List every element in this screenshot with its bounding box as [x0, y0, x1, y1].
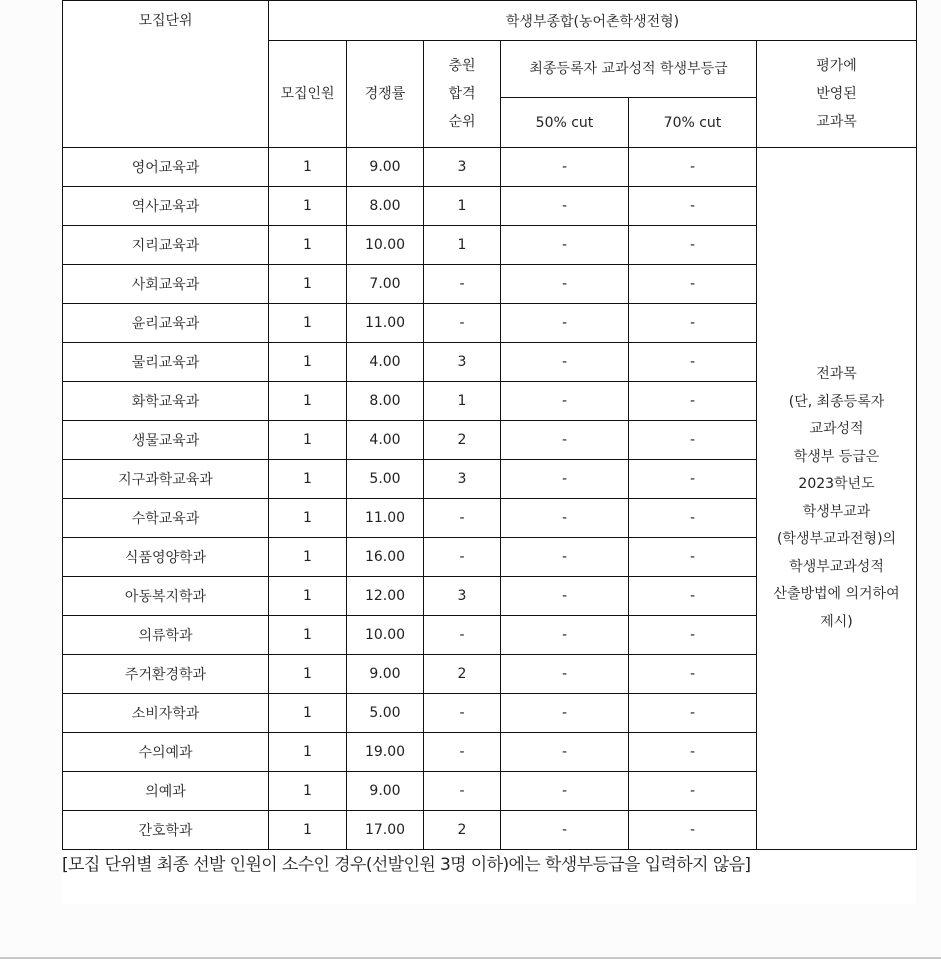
- header-evaluated-subjects: [757, 41, 917, 148]
- cell-unit: 영어교육과: [63, 148, 269, 187]
- cell-rank: 1: [424, 187, 501, 226]
- cell-cut70: -: [629, 304, 757, 343]
- cell-cut50: -: [501, 460, 629, 499]
- cell-competition: 9.00: [347, 148, 424, 187]
- cell-rank: 2: [424, 811, 501, 850]
- cell-rank: 2: [424, 421, 501, 460]
- cell-cut50: -: [501, 187, 629, 226]
- cell-competition: 10.00: [347, 226, 424, 265]
- cell-recruit: 1: [269, 538, 347, 577]
- header-admission-type: 학생부종합(농어촌학생전형): [269, 1, 917, 41]
- cell-cut50: -: [501, 655, 629, 694]
- cell-cut50: -: [501, 421, 629, 460]
- footnote: [모집 단위별 최종 선발 인원이 소수인 경우(선발인원 3명 이하)에는 학생부등급을 입력하지 않음]: [62, 855, 751, 875]
- cell-recruit: 1: [269, 421, 347, 460]
- cell-recruit: 1: [269, 226, 347, 265]
- cell-recruit: 1: [269, 304, 347, 343]
- cell-rank: -: [424, 772, 501, 811]
- cell-cut70: -: [629, 811, 757, 850]
- subjects-note-line: 학생부교과: [802, 503, 871, 520]
- cell-cut50: -: [501, 538, 629, 577]
- cell-competition: 16.00: [347, 538, 424, 577]
- cell-rank: -: [424, 304, 501, 343]
- cell-cut70: -: [629, 187, 757, 226]
- cell-recruit: 1: [269, 499, 347, 538]
- cell-cut50: -: [501, 577, 629, 616]
- cell-recruit: 1: [269, 343, 347, 382]
- cell-unit: 윤리교육과: [63, 304, 269, 343]
- cell-cut70: -: [629, 421, 757, 460]
- cell-rank: 3: [424, 343, 501, 382]
- cell-recruit: 1: [269, 733, 347, 772]
- cell-cut50: -: [501, 772, 629, 811]
- cell-cut70: -: [629, 265, 757, 304]
- cell-unit: 의예과: [63, 772, 269, 811]
- cell-unit: 주거환경학과: [63, 655, 269, 694]
- cell-competition: 5.00: [347, 460, 424, 499]
- header-recruitment-unit: 모집단위: [63, 1, 269, 148]
- header-evaluated-subjects-line: 교과목: [816, 114, 857, 130]
- cell-unit: 수의예과: [63, 733, 269, 772]
- cell-rank: 2: [424, 655, 501, 694]
- cell-cut50: -: [501, 265, 629, 304]
- cell-rank: -: [424, 538, 501, 577]
- cell-recruit: 1: [269, 811, 347, 850]
- cell-competition: 19.00: [347, 733, 424, 772]
- header-evaluated-subjects-line: 반영된: [816, 86, 857, 102]
- cell-rank: -: [424, 265, 501, 304]
- cell-recruit: 1: [269, 187, 347, 226]
- header-evaluated-subjects-line: 평가에: [816, 58, 857, 74]
- table-body: [63, 148, 917, 850]
- subjects-note-line: 전과목: [816, 366, 857, 382]
- cell-cut50: -: [501, 499, 629, 538]
- cell-cut70: -: [629, 343, 757, 382]
- cell-cut50: -: [501, 304, 629, 343]
- cell-cut70: -: [629, 460, 757, 499]
- cell-rank: 1: [424, 226, 501, 265]
- table-row: [63, 148, 917, 187]
- subjects-note-line: (학생부교과전형)의: [776, 531, 897, 547]
- cell-rank: 3: [424, 460, 501, 499]
- cell-competition: 9.00: [347, 655, 424, 694]
- header-recruit-count: 모집인원: [269, 41, 347, 148]
- cell-cut70: -: [629, 655, 757, 694]
- cell-cut70: -: [629, 499, 757, 538]
- cell-cut70: -: [629, 538, 757, 577]
- header-waitlist-rank-line: 순위: [448, 114, 476, 130]
- subjects-note-line: 2023학년도: [798, 476, 875, 492]
- header-final-registrant-grade: 최종등록자 교과성적 학생부등급: [501, 41, 757, 98]
- cell-competition: 17.00: [347, 811, 424, 850]
- cell-cut50: -: [501, 733, 629, 772]
- cell-unit: 사회교육과: [63, 265, 269, 304]
- cell-cut50: -: [501, 811, 629, 850]
- cell-competition: 4.00: [347, 421, 424, 460]
- cell-competition: 11.00: [347, 304, 424, 343]
- cell-cut70: -: [629, 226, 757, 265]
- cell-rank: 1: [424, 382, 501, 421]
- cell-recruit: 1: [269, 577, 347, 616]
- cell-recruit: 1: [269, 616, 347, 655]
- cell-cut70: -: [629, 616, 757, 655]
- header-competition-rate: 경쟁률: [347, 41, 424, 148]
- cell-competition: 9.00: [347, 772, 424, 811]
- subjects-note-line: (단, 최종등록자: [788, 393, 885, 410]
- cell-rank: 3: [424, 148, 501, 187]
- cell-recruit: 1: [269, 148, 347, 187]
- cell-recruit: 1: [269, 382, 347, 421]
- subjects-note-line: 산출방법에 의거하여: [773, 586, 900, 602]
- subjects-note-line: 제시): [820, 613, 853, 630]
- cell-rank: -: [424, 733, 501, 772]
- header-70-cut: 70% cut: [629, 98, 757, 148]
- cell-cut50: -: [501, 343, 629, 382]
- cell-rank: -: [424, 616, 501, 655]
- admissions-results-table: [62, 0, 917, 850]
- cell-recruit: 1: [269, 265, 347, 304]
- header-50-cut: 50% cut: [501, 98, 629, 148]
- cell-unit: 화학교육과: [63, 382, 269, 421]
- cell-competition: 5.00: [347, 694, 424, 733]
- cell-unit: 간호학과: [63, 811, 269, 850]
- cell-recruit: 1: [269, 694, 347, 733]
- cell-competition: 12.00: [347, 577, 424, 616]
- cell-cut70: -: [629, 577, 757, 616]
- subjects-note-line: 교과성적: [809, 421, 864, 437]
- cell-recruit: 1: [269, 460, 347, 499]
- cell-recruit: 1: [269, 772, 347, 811]
- cell-cut70: -: [629, 733, 757, 772]
- cell-cut50: -: [501, 226, 629, 265]
- header-waitlist-rank-line: 충원: [448, 58, 476, 74]
- cell-cut50: -: [501, 382, 629, 421]
- cell-competition: 8.00: [347, 187, 424, 226]
- cell-rank: 3: [424, 577, 501, 616]
- cell-unit: 아동복지학과: [63, 577, 269, 616]
- cell-cut70: -: [629, 148, 757, 187]
- cell-competition: 8.00: [347, 382, 424, 421]
- cell-cut50: -: [501, 148, 629, 187]
- cell-cut70: -: [629, 772, 757, 811]
- cell-cut70: -: [629, 382, 757, 421]
- cell-competition: 4.00: [347, 343, 424, 382]
- subjects-note-line: 학생부 등급은: [793, 448, 880, 465]
- header-waitlist-rank: [424, 41, 501, 148]
- cell-competition: 7.00: [347, 265, 424, 304]
- cell-competition: 10.00: [347, 616, 424, 655]
- cell-unit: 물리교육과: [63, 343, 269, 382]
- header-waitlist-rank-line: 합격: [448, 86, 476, 102]
- cell-unit: 역사교육과: [63, 187, 269, 226]
- cell-cut50: -: [501, 694, 629, 733]
- cell-rank: -: [424, 694, 501, 733]
- cell-unit: 수학교육과: [63, 499, 269, 538]
- cell-evaluated-subjects-note: [757, 148, 917, 850]
- cell-recruit: 1: [269, 655, 347, 694]
- subjects-note-line: 학생부교과성적: [789, 558, 884, 575]
- cell-unit: 생물교육과: [63, 421, 269, 460]
- cell-cut50: -: [501, 616, 629, 655]
- cell-cut70: -: [629, 694, 757, 733]
- cell-rank: -: [424, 499, 501, 538]
- cell-unit: 지구과학교육과: [63, 460, 269, 499]
- cell-unit: 지리교육과: [63, 226, 269, 265]
- cell-unit: 의류학과: [63, 616, 269, 655]
- cell-competition: 11.00: [347, 499, 424, 538]
- document-content: [62, 0, 916, 904]
- cell-unit: 식품영양학과: [63, 538, 269, 577]
- cell-unit: 소비자학과: [63, 694, 269, 733]
